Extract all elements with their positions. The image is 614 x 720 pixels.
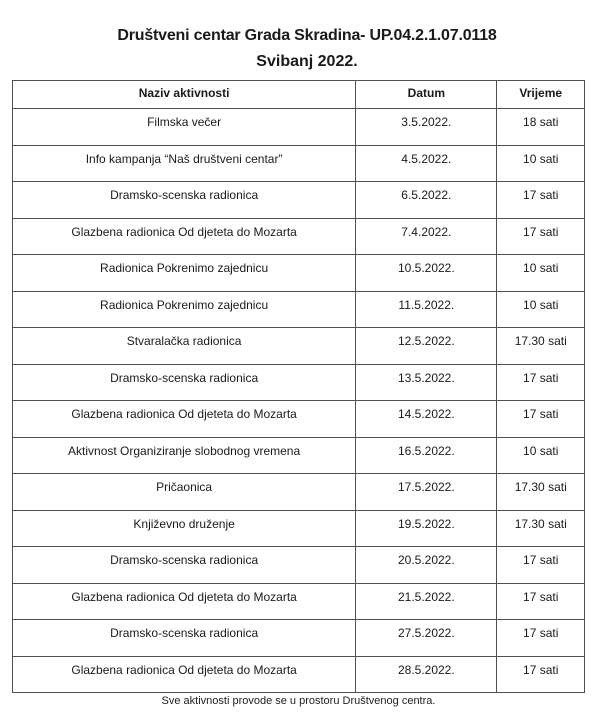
activity-name-cell: Stvaralačka radionica	[13, 328, 356, 365]
document-subtitle: Svibanj 2022.	[256, 53, 358, 70]
header-time: Vrijeme	[497, 81, 585, 109]
activity-name-cell: Glazbena radionica Od djeteta do Mozarta	[13, 656, 356, 693]
table-row	[13, 401, 585, 438]
document-title: Društveni centar Grada Skradina- UP.04.2.1.07.0118	[117, 27, 497, 44]
time-cell: 17.30 sati	[497, 474, 585, 511]
activity-name-cell: Dramsko-scenska radionica	[13, 547, 356, 584]
table-row	[13, 255, 585, 292]
time-cell: 17.30 sati	[497, 510, 585, 547]
table-row	[13, 547, 585, 584]
table-row	[13, 291, 585, 328]
activity-name-cell: Aktivnost Organiziranje slobodnog vremena	[13, 437, 356, 474]
table-body	[13, 109, 585, 693]
time-cell: 17 sati	[497, 182, 585, 219]
time-cell: 10 sati	[497, 145, 585, 182]
time-cell: 17 sati	[497, 656, 585, 693]
time-cell: 17 sati	[497, 620, 585, 657]
table-row	[13, 364, 585, 401]
time-cell: 17 sati	[497, 583, 585, 620]
table-row	[13, 510, 585, 547]
table-row	[13, 145, 585, 182]
header-date: Datum	[356, 81, 497, 109]
header-row	[13, 81, 585, 109]
date-cell: 7.4.2022.	[356, 218, 497, 255]
activity-name-cell: Književno druženje	[13, 510, 356, 547]
activity-name-cell: Info kampanja “Naš društveni centar”	[13, 145, 356, 182]
time-cell: 18 sati	[497, 109, 585, 146]
activity-name-cell: Radionica Pokrenimo zajednicu	[13, 255, 356, 292]
time-cell: 17.30 sati	[497, 328, 585, 365]
time-cell: 10 sati	[497, 437, 585, 474]
table-row	[13, 474, 585, 511]
activity-name-cell: Dramsko-scenska radionica	[13, 182, 356, 219]
time-cell: 17 sati	[497, 401, 585, 438]
header-activity: Naziv aktivnosti	[13, 81, 356, 109]
time-cell: 17 sati	[497, 218, 585, 255]
date-cell: 4.5.2022.	[356, 145, 497, 182]
table-row	[13, 620, 585, 657]
schedule-table	[12, 80, 585, 693]
date-cell: 13.5.2022.	[356, 364, 497, 401]
time-cell: 17 sati	[497, 547, 585, 584]
date-cell: 11.5.2022.	[356, 291, 497, 328]
date-cell: 16.5.2022.	[356, 437, 497, 474]
date-cell: 27.5.2022.	[356, 620, 497, 657]
time-cell: 10 sati	[497, 255, 585, 292]
table-row	[13, 328, 585, 365]
activity-name-cell: Glazbena radionica Od djeteta do Mozarta	[13, 401, 356, 438]
date-cell: 14.5.2022.	[356, 401, 497, 438]
table-row	[13, 656, 585, 693]
time-cell: 17 sati	[497, 364, 585, 401]
table-row	[13, 109, 585, 146]
activity-name-cell: Filmska večer	[13, 109, 356, 146]
footer-note: Sve aktivnosti provode se u prostoru Društvenog centra.	[161, 695, 436, 707]
table-row	[13, 437, 585, 474]
date-cell: 10.5.2022.	[356, 255, 497, 292]
table-row	[13, 218, 585, 255]
activity-name-cell: Radionica Pokrenimo zajednicu	[13, 291, 356, 328]
date-cell: 28.5.2022.	[356, 656, 497, 693]
date-cell: 3.5.2022.	[356, 109, 497, 146]
activity-name-cell: Pričaonica	[13, 474, 356, 511]
activity-name-cell: Glazbena radionica Od djeteta do Mozarta	[13, 583, 356, 620]
date-cell: 12.5.2022.	[356, 328, 497, 365]
activity-name-cell: Glazbena radionica Od djeteta do Mozarta	[13, 218, 356, 255]
date-cell: 6.5.2022.	[356, 182, 497, 219]
date-cell: 17.5.2022.	[356, 474, 497, 511]
table-row	[13, 182, 585, 219]
activity-name-cell: Dramsko-scenska radionica	[13, 620, 356, 657]
date-cell: 20.5.2022.	[356, 547, 497, 584]
time-cell: 10 sati	[497, 291, 585, 328]
activity-name-cell: Dramsko-scenska radionica	[13, 364, 356, 401]
date-cell: 21.5.2022.	[356, 583, 497, 620]
table-row	[13, 583, 585, 620]
date-cell: 19.5.2022.	[356, 510, 497, 547]
table-header	[13, 81, 585, 109]
